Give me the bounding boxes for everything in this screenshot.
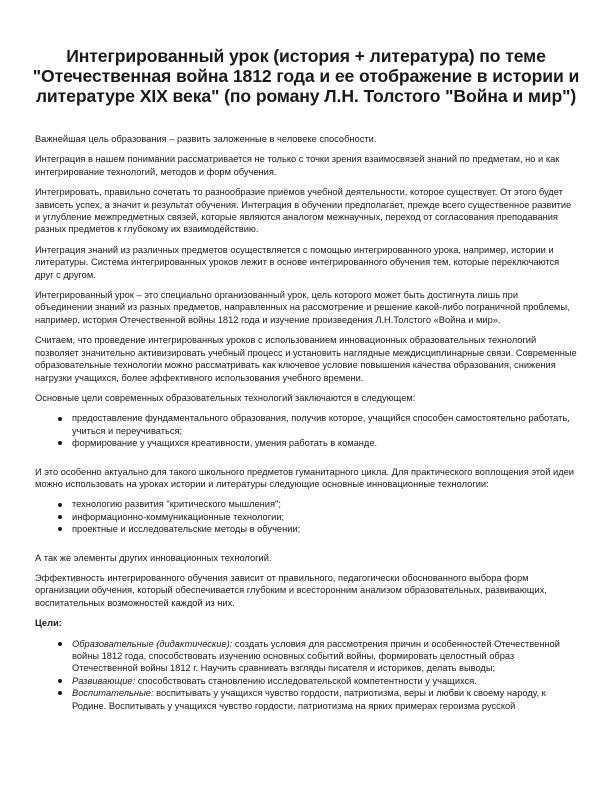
list-item: информационно-коммуникационные технологии; [72, 511, 577, 523]
list-item: формирование у учащихся креативности, умения работать в команде. [72, 437, 577, 449]
paragraph: А так же элементы других инновационных технологий. [35, 552, 272, 563]
aims-list [35, 638, 577, 712]
aims-heading: Цели: [35, 618, 62, 629]
paragraph: Эффективность интегрированного обучения зависит от правильного, педагогически обоснованного выбора форм организации обучения, который обеспечивается глубоким и всесторонним анализом образовательных, развивающих, воспитательных возможностей каждой из них. [35, 572, 547, 608]
aim-text: воспитывать у учащихся чувство гордости, патриотизма, веры и любви к своему народу, к Родине. Воспитывать у учащихся чувство гордости, патриотизма на ярких примерах героизма русской [72, 688, 546, 711]
list-item: проектные и исследовательские методы в обучении; [72, 523, 577, 535]
goals-list [35, 412, 577, 449]
tech-list [35, 498, 577, 535]
aim-text: создать условия для рассмотрения причин и особенностей Отечественной войны 1812 года, способствовать изучению основных событий войны, формировать целостный образ Отечественной войны 1812 г. Научить сравнивать взгляды писателя и историков, делать выводы; [72, 638, 560, 674]
aim-label: Воспитательные: [72, 688, 154, 699]
list-item: технологию развития "критического мышления"; [72, 498, 577, 510]
aim-label: Образовательные (дидактические): [72, 638, 233, 649]
list-item [72, 687, 577, 712]
document-body [35, 133, 577, 720]
paragraph: Важнейшая цель образования – развить заложенные в человеке способности. [35, 134, 377, 144]
paragraph: И это особенно актуально для такого школьного предметов гуманитарного цикла. Для практического воплощения этой идеи можно использовать на уроках истории и литературы следующие основные инновационные технологии: [35, 466, 574, 489]
paragraph: Основные цели современных образовательных технологий заключаются в следующем: [35, 392, 416, 403]
aim-label: Развивающие: [72, 675, 136, 686]
paragraph: Интеграция в нашем понимании рассматривается не только с точки зрения взаимосвязей знаний по предметам, но и как интегрирование технологий, методов и форм обучения. [35, 154, 560, 177]
paragraph: Интеграция знаний из различных предметов осуществляется с помощью интегрированного урока, например, истории и литературы. Система интегрированных уроков лежит в основе интегрированного обучения тем, которые переключаются друг с другом. [35, 244, 560, 280]
list-item [72, 675, 577, 687]
paragraph: Считаем, что проведение интегрированных уроков с использованием инновационных образовательных технологий позволяет значительно активизировать учебный процесс и установить наглядные междисциплинарные связи. Современные образовательные технологии можно рассматривать как ключевое условие повышения качества образования, снижения нагрузки учащихся, более эффективного использования учебного времени. [35, 335, 577, 383]
list-item [72, 638, 577, 675]
list-item: предоставление фундаментального образования, получив которое, учащийся способен самостоятельно работать, учиться и переучиваться; [72, 412, 577, 437]
aim-text: способствовать становлению исследовательской компетентности у учащихся. [135, 675, 477, 686]
paragraph: Интегрировать, правильно сочетать то разнообразие приёмов учебной деятельности, которое существует. От этого будет зависеть успех, а значит и результат обучения. Интеграция в обучении предполагает, прежде всего существенное развитие и углубление межпредметных связей, которые являются аналогом межнаучных, переход от согласования преподавания разных предметов к глубокому их взаимодействию. [35, 187, 572, 235]
document-title: Интегрированный урок (история + литература) по теме "Отечественная война 1812 года и ее отображение в истории и литературе XIX века" (по роману Л.Н. Толстого "Война и мир") [32, 46, 580, 106]
paragraph: Интегрированный урок – это специально организованный урок, цель которого может быть достигнута лишь при объединении знаний из разных предметов, направленных на рассмотрение и решение какой-либо пограничной проблемы, например, история Отечественной войны 1812 года и изучение произведения Л.Н.Толстого «Война и мир». [35, 290, 570, 325]
